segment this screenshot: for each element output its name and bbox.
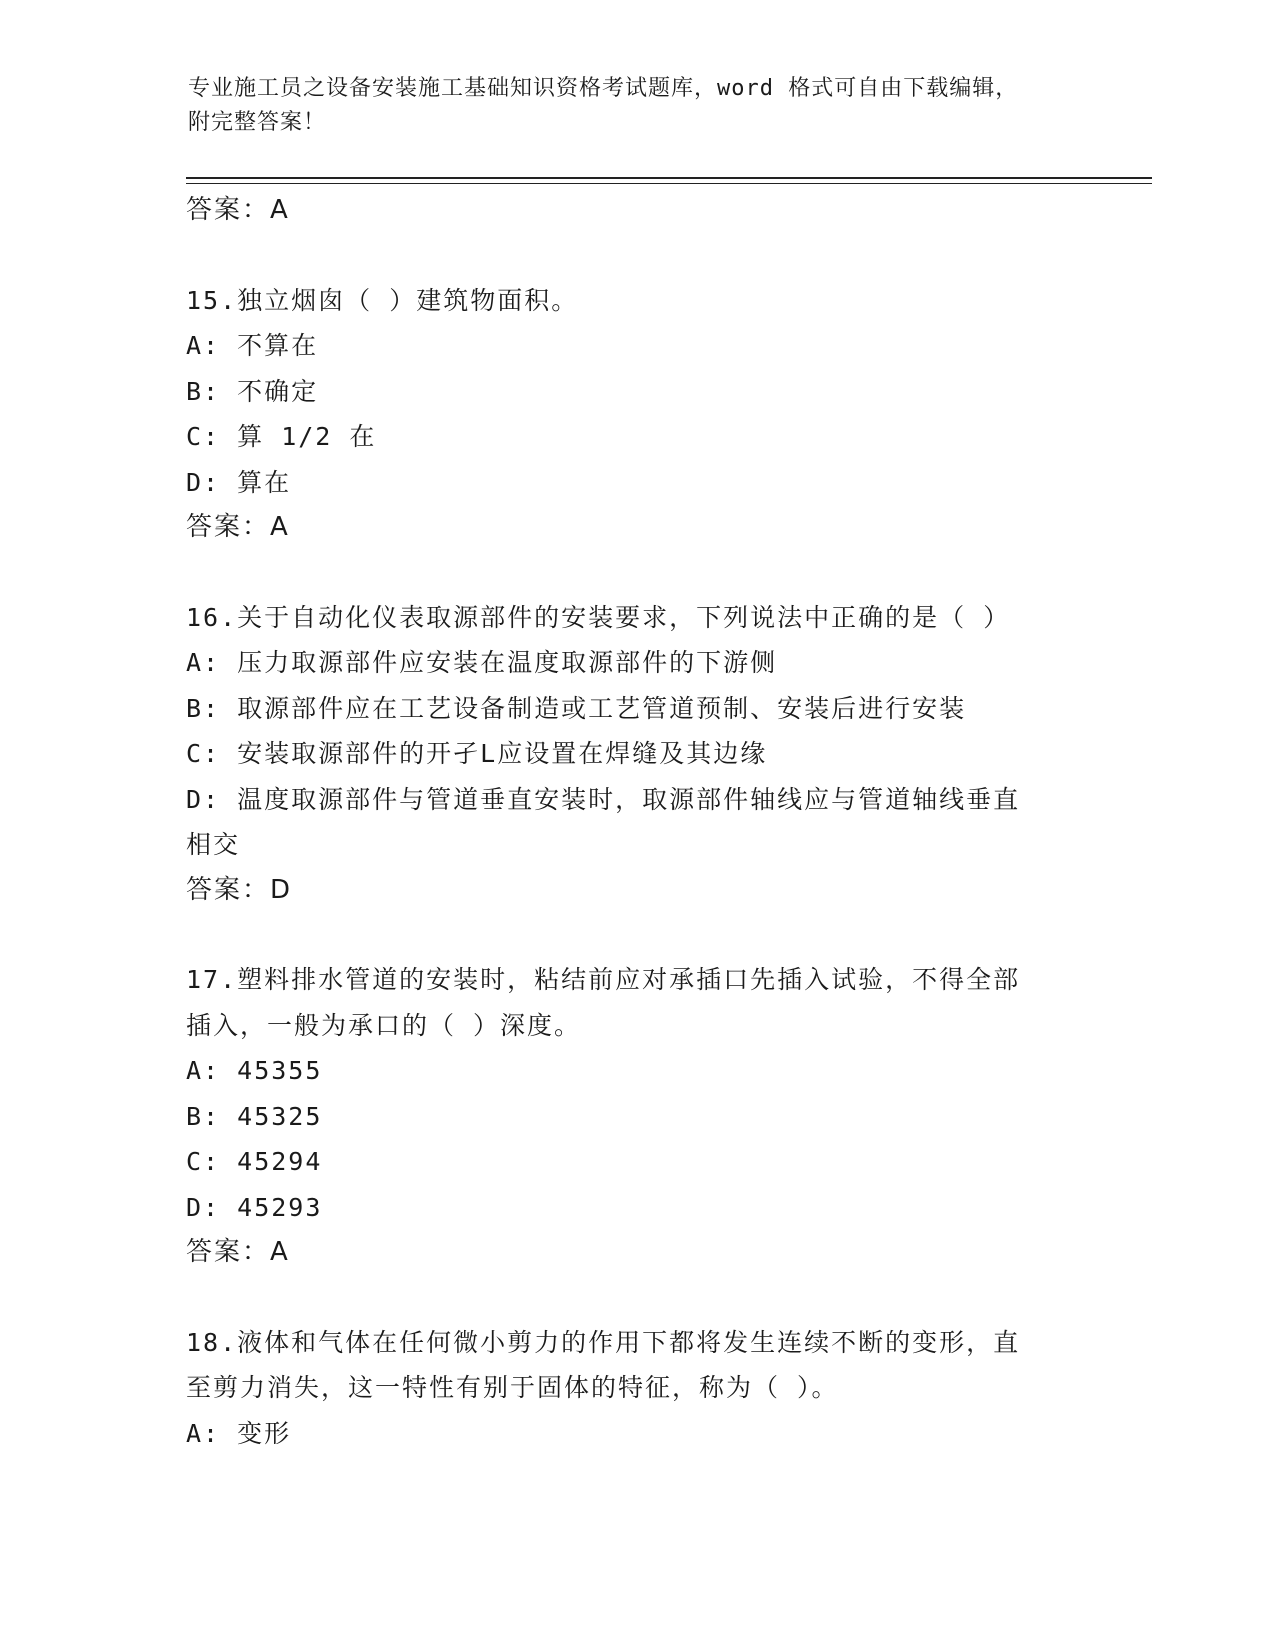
question-block-17 bbox=[186, 957, 1086, 1276]
option-c: C: 算 1/2 在 bbox=[186, 422, 377, 451]
spacer bbox=[186, 913, 1086, 957]
option-b: B: 不确定 bbox=[186, 376, 319, 406]
header-divider-thick bbox=[186, 177, 1152, 179]
spacer bbox=[186, 551, 1086, 595]
header-line-2: 附完整答案！ bbox=[188, 110, 327, 135]
question-text-continued: 插入，一般为承口的（ ）深度。 bbox=[186, 1010, 582, 1040]
spacer bbox=[186, 1276, 1086, 1320]
option-d: D: 温度取源部件与管道垂直安装时，取源部件轴线应与管道轴线垂直 bbox=[186, 784, 1021, 814]
question-text-continued: 至剪力消失，这一特性有别于固体的特征，称为（ ）。 bbox=[186, 1373, 839, 1402]
question-text: 16.关于自动化仪表取源部件的安装要求，下列说法中正确的是（ ） bbox=[186, 602, 1011, 632]
answer: 答案：A bbox=[186, 1237, 290, 1267]
option-a: A: 不算在 bbox=[186, 331, 319, 360]
option-c: C: 45294 bbox=[186, 1147, 323, 1176]
option-d: D: 算在 bbox=[186, 467, 292, 497]
option-c: C: 安装取源部件的开孑L应设置在焊缝及其边缘 bbox=[186, 739, 768, 768]
answer: 答案：D bbox=[186, 874, 293, 905]
answer: 答案：A bbox=[186, 512, 290, 542]
question-block-15 bbox=[186, 278, 1086, 551]
document-header bbox=[188, 72, 1068, 140]
question-text: 18.液体和气体在任何微小剪力的作用下都将发生连续不断的变形，直 bbox=[186, 1327, 1021, 1357]
question-text: 15.独立烟囱（ ）建筑物面积。 bbox=[186, 285, 579, 315]
option-a: A: 变形 bbox=[186, 1418, 292, 1448]
spacer bbox=[186, 234, 1086, 278]
option-b: B: 取源部件应在工艺设备制造或工艺管道预制、安装后进行安装 bbox=[186, 693, 967, 723]
header-line-1: 专业施工员之设备安装施工基础知识资格考试题库，word 格式可自由下载编辑， bbox=[188, 76, 1019, 101]
previous-answer: 答案：A bbox=[186, 195, 290, 225]
option-a: A: 压力取源部件应安装在温度取源部件的下游侧 bbox=[186, 648, 778, 677]
option-d-continued: 相交 bbox=[186, 830, 241, 859]
question-list bbox=[186, 188, 1086, 1456]
option-b: B: 45325 bbox=[186, 1101, 323, 1131]
question-block-18 bbox=[186, 1320, 1086, 1457]
option-d: D: 45293 bbox=[186, 1192, 323, 1222]
option-a: A: 45355 bbox=[186, 1056, 323, 1085]
question-block-16 bbox=[186, 595, 1086, 914]
header-divider-thin bbox=[186, 183, 1152, 184]
question-text: 17.塑料排水管道的安装时，粘结前应对承插口先插入试验，不得全部 bbox=[186, 965, 1021, 994]
